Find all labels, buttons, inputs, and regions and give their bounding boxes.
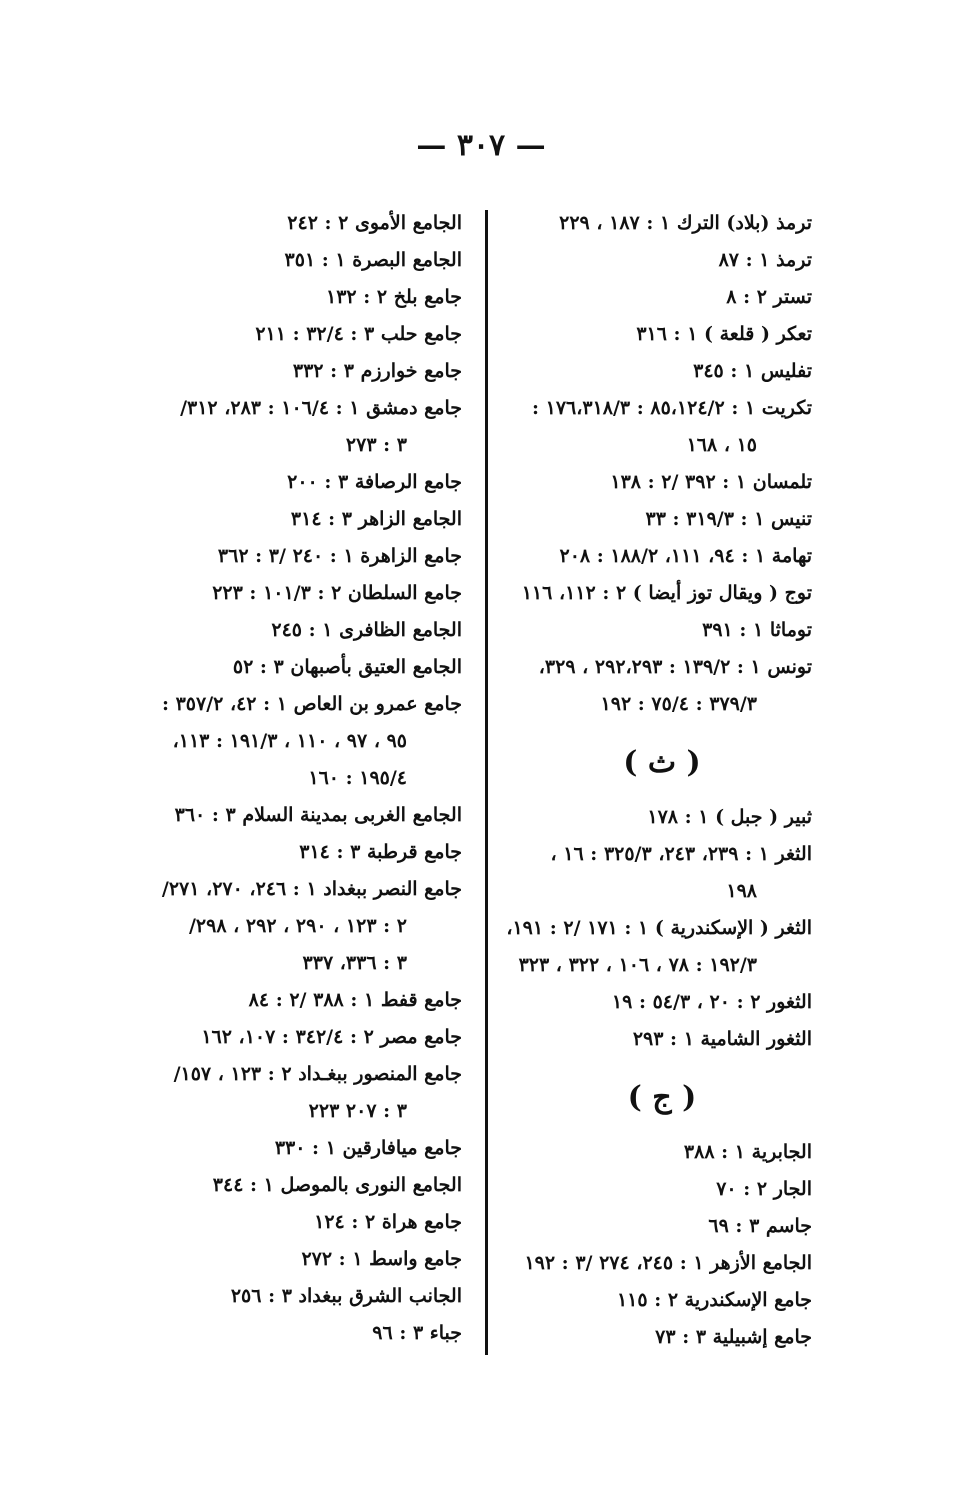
index-entry: الجامع الأموى ٢ : ٢٤٢ (287, 212, 462, 234)
index-entry: جامع ميافارقين ١ : ٣٣٠ (274, 1137, 462, 1159)
index-entry-continuation: ٣٧٩/٣ : ٧٥/٤ : ١٩٢ (600, 693, 757, 715)
index-entry-continuation: ٣ : ٣٣٦، ٣٣٧ (302, 952, 407, 974)
index-entry: جامع الإسكندرية ٢ : ١١٥ (616, 1289, 812, 1311)
index-entry-continuation: ١٩٢/٣ : ٧٨ ، ١٠٦ ، ٣٢٢ ، ٣٢٣ (518, 954, 757, 976)
index-entry: الجامع العتيق بأصبهان ٣ : ٥٢ (232, 656, 462, 678)
index-entry: الجانب الشرق ببغداد ٣ : ٢٥٦ (230, 1285, 462, 1307)
index-entry: جامع بلخ ٢ : ١٣٢ (326, 286, 462, 308)
index-entry: تلمسان ١ : ٣٩٢ /٢ : ١٣٨ (610, 471, 812, 493)
index-entry: الجامع الغربى بمدينة السلام ٣ : ٣٦٠ (174, 804, 462, 826)
section-heading-jim: ( ج ) (627, 1080, 697, 1115)
index-entry: الثغر ١ : ٢٣٩، ٢٤٣، ٣٢٥/٣ : ١٦ ، (550, 843, 812, 865)
index-entry: تستر ٢ : ٨ (726, 286, 812, 308)
index-entry: تنيس ١ : ٣١٩/٣ : ٣٣ (645, 508, 812, 530)
index-entry: ترمذ (بلاد) الترك ١ : ١٨٧ ، ٢٢٩ (559, 212, 812, 234)
right-column (506, 205, 812, 1356)
index-entry: جامع النصر ببغداد ١ : ٢٤٦، ٢٧٠، ٢٧١/ (161, 878, 462, 900)
index-entry: جامع المنصور ببغـداد ٢ : ١٢٣ ، ١٥٧/ (173, 1063, 462, 1085)
index-entry: تونس ١ : ١٣٩/٢ : ٢٩٢،٢٩٣ ، ٣٢٩، (538, 656, 812, 678)
index-entry: جباء ٣ : ٩٦ (372, 1322, 462, 1344)
column-divider (485, 210, 488, 1355)
index-entry: توج ( ويقال توز أيضا ) ٢ : ١١٢، ١١٦ (521, 582, 812, 604)
index-entry: تعكر ( قلعة ) ١ : ٣١٦ (636, 323, 812, 345)
index-entry: ثبير ( جبل ) ١ : ١٧٨ (647, 806, 812, 828)
index-entry-continuation: ١٩٥/٤ : ١٦٠ (308, 767, 407, 789)
index-entry-continuation: ٩٥ ، ٩٧ ، ١١٠ ، ١٩١/٣ : ١١٣، (172, 730, 407, 752)
index-entry: الثغور الشامية ١ : ٢٩٣ (632, 1028, 812, 1050)
index-entry-continuation: ١٩٨ (726, 880, 757, 902)
index-entry: جامع مصر ٢ : ٣٤٢/٤ : ١٠٧، ١٦٢ (201, 1026, 462, 1048)
index-entry: جامع هراة ٢ : ١٢٤ (314, 1211, 462, 1233)
index-entry: جامع إشبيلية ٣ : ٧٣ (655, 1326, 812, 1348)
index-entry: الثغور ٢ : ٢٠ ، ٥٤/٣ : ١٩ (611, 991, 812, 1013)
page-number: — ٣٠٧ — (416, 128, 546, 163)
index-entry: الجامع الزاهر ٣ : ٣١٤ (290, 508, 462, 530)
index-entry: جامع قفط ١ : ٣٨٨ /٢ : ٨٤ (248, 989, 462, 1011)
index-entry: جامع حلب ٣ : ٣٢/٤ : ٢١١ (255, 323, 462, 345)
index-entry: جامع واسط ١ : ٢٧٢ (301, 1248, 462, 1270)
index-entry: ترمذ ١ : ٨٧ (718, 249, 812, 271)
index-entry: الثغر ( الإسكندرية ) ١ : ١٧١ /٢ : ١٩١، (506, 917, 812, 939)
index-entry: جامع دمشق ١ : ١٠٦/٤ : ٢٨٣، ٣١٢/ (180, 397, 462, 419)
index-entry: الجامع البصرة ١ : ٣٥١ (284, 249, 462, 271)
index-entry: جاسم ٣ : ٦٩ (708, 1215, 812, 1237)
index-entry-continuation: ٢ : ١٢٣ ، ٢٩٠ ، ٢٩٢ ، ٢٩٨/ (188, 915, 407, 937)
index-entry: جامع السلطان ٢ : ١٠١/٣ : ٢٢٣ (212, 582, 462, 604)
index-entry: الجار ٢ : ٧٠ (716, 1178, 812, 1200)
index-entry-continuation: ١٥ ، ١٦٨ (686, 434, 757, 456)
left-column (117, 205, 462, 1352)
index-entry: توماثا ١ : ٣٩١ (702, 619, 812, 641)
index-entry: تهامة ١ : ٩٤، ١١١، ١٨٨/٢ : ٢٠٨ (559, 545, 812, 567)
index-entry: الجامع النورى بالموصل ١ : ٣٤٤ (212, 1174, 462, 1196)
index-entry-continuation: ٣ : ٢٠٧ ٢٢٣ (308, 1100, 407, 1122)
section-heading-tha: ( ث ) (623, 745, 701, 780)
index-entry-continuation: ٣ : ٢٧٣ (345, 434, 407, 456)
index-entry: جامع الزاهرة ١ : ٢٤٠ /٣ : ٣٦٢ (217, 545, 462, 567)
index-entry: تفليس ١ : ٣٤٥ (693, 360, 812, 382)
index-entry: الجامع الظافرى ١ : ٢٤٥ (271, 619, 462, 641)
index-entry: جامع خوارزم ٣ : ٣٣٢ (292, 360, 462, 382)
index-entry: جامع قرطبة ٣ : ٣١٤ (299, 841, 462, 863)
index-entry: تكريت ١ : ٨٥،١٢٤/٢ : ١٧٦،٣١٨/٣ : (531, 397, 812, 419)
index-entry: جامع عمرو بن العاص ١ : ٤٢، ٣٥٧/٢ : (161, 693, 462, 715)
index-entry: الجابرية ١ : ٣٨٨ (683, 1141, 812, 1163)
index-entry: الجامع الأزهر ١ : ٢٤٥، ٢٧٤ /٣ : ١٩٢ (524, 1252, 812, 1274)
index-entry: جامع الرصافة ٣ : ٢٠٠ (287, 471, 462, 493)
